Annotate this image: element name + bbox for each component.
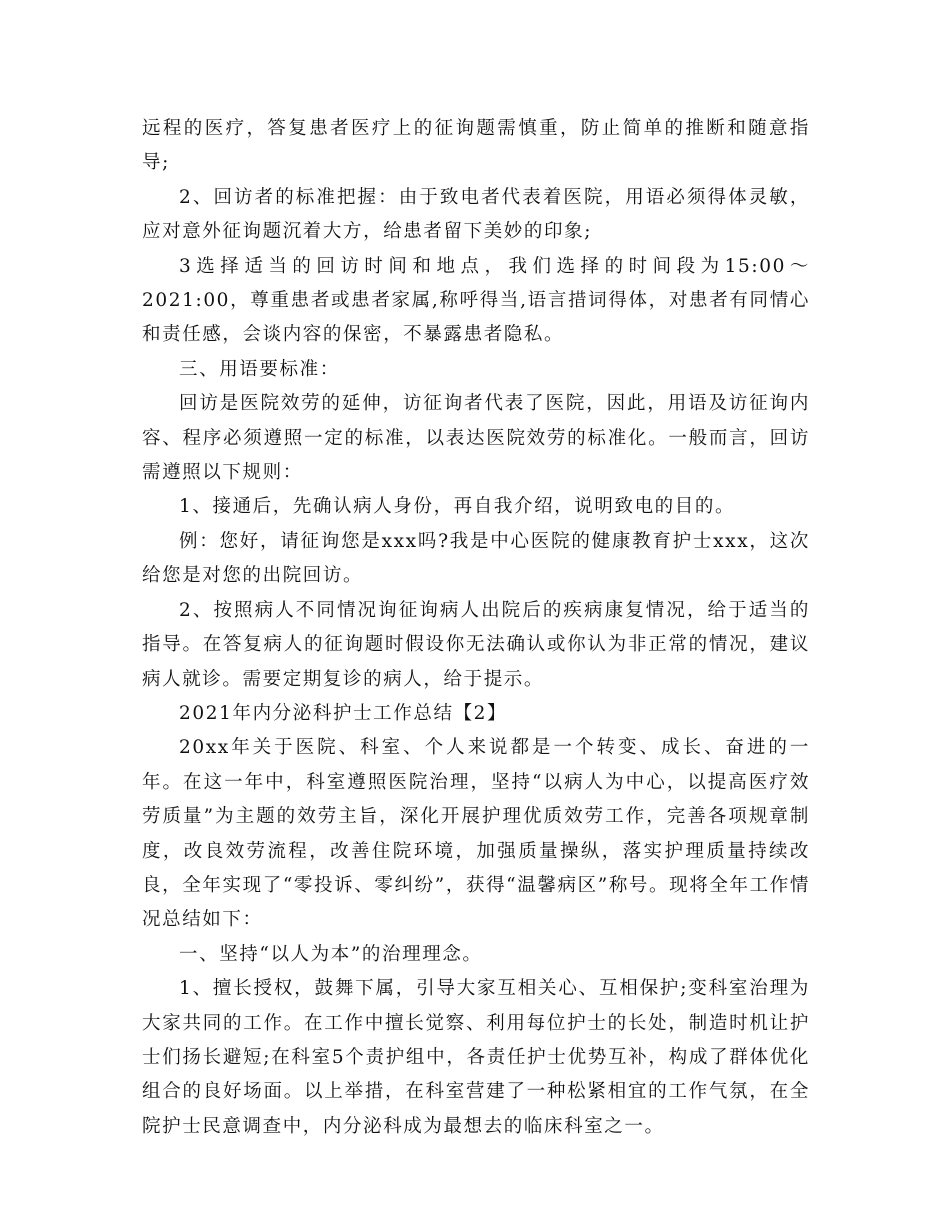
paragraph-continuation: 远程的医疗，答复患者医疗上的征询题需慎重，防止简单的推断和随意指导; xyxy=(142,118,810,174)
paragraph-intro: 回访是医院效劳的延伸，访征询者代表了医院，因此，用语及访征询内容、程序必须遵照一定的标准，以表达医院效劳的标准化。一般而言，回访需遵照以下规则： xyxy=(142,393,810,484)
document-page xyxy=(142,112,810,1144)
document-subtitle: 2021年内分泌科护士工作总结【2】 xyxy=(179,702,508,724)
paragraph-item-2: 2、回访者的标准把握：由于致电者代表着医院，用语必须得体灵敏，应对意外征询题沉着大方，给患者留下美妙的印象; xyxy=(142,186,810,243)
paragraph-rule-1: 1、接通后，先确认病人身份，再自我介绍，说明致电的目的。 xyxy=(179,496,736,518)
paragraph-summary: 20xx年关于医院、科室、个人来说都是一个转变、成长、奋进的一年。在这一年中，科室遵照医院治理，坚持“以病人为中心，以提高医疗效劳质量”为主题的效劳主旨，深化开展护理优质效劳工作，完善各项规章制度，改良效劳流程，改善住院环境，加强质量操纵，落实护理质量持续改良，全年实现了“零投诉、零纠纷”，获得“温馨病区”称号。现将全年工作情况总结如下： xyxy=(142,737,810,931)
section-heading-3: 三、用语要标准： xyxy=(179,358,340,380)
paragraph-example: 例：您好，请征询您是xxx吗?我是中心医院的健康教育护士xxx，这次给您是对您的出院回访。 xyxy=(142,530,810,587)
paragraph-item-1: 1、擅长授权，鼓舞下属，引导大家互相关心、互相保护;变科室治理为大家共同的工作。在工作中擅长觉察、利用每位护士的长处，制造时机让护士们扬长避短;在科室5个责护组中，各责任护士优势互补，构成了群体优化组合的良好场面。以上举措，在科室营建了一种松紧相宜的工作气氛，在全院护士民意调查中，内分泌科成为最想去的临床科室之一。 xyxy=(142,978,810,1137)
paragraph-rule-2: 2、按照病人不同情况询征询病人出院后的疾病康复情况，给于适当的指导。在答复病人的征询题时假设你无法确认或你认为非正常的情况，建议病人就诊。需要定期复诊的病人，给于提示。 xyxy=(142,599,810,690)
paragraph-item-3: 3选择适当的回访时间和地点，我们选择的时间段为15:00～2021:00，尊重患者或患者家属,称呼得当,语言措词得体，对患者有同情心和责任感，会谈内容的保密，不暴露患者隐私。 xyxy=(142,255,810,346)
section-heading-1: 一、坚持“以人为本”的治理理念。 xyxy=(179,943,483,965)
